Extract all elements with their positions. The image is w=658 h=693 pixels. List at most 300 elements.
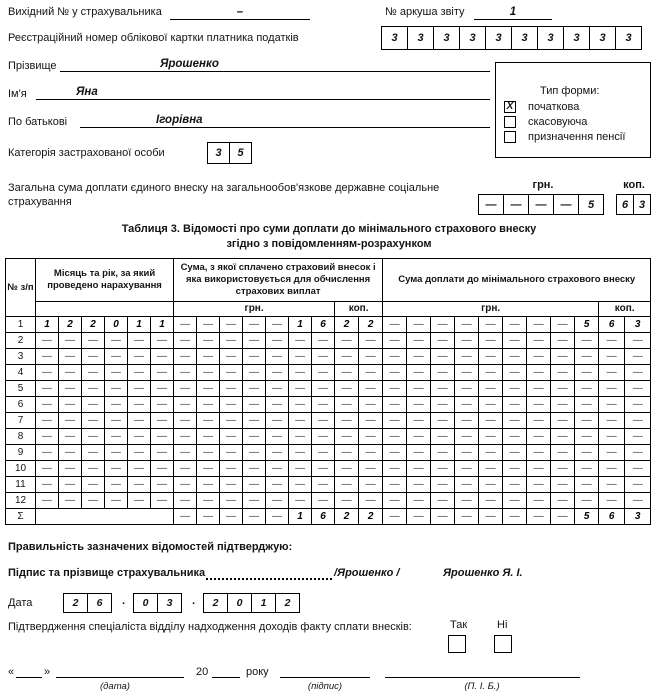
table-cell[interactable]: — xyxy=(335,445,359,461)
table-cell[interactable]: — xyxy=(151,381,174,397)
table-cell[interactable]: — xyxy=(82,397,105,413)
table-cell[interactable]: — xyxy=(359,333,383,349)
table-cell[interactable]: — xyxy=(220,461,243,477)
table-cell[interactable]: — xyxy=(36,413,59,429)
signature-dotted-line[interactable] xyxy=(206,567,332,580)
table-cell[interactable]: — xyxy=(431,493,455,509)
table-cell[interactable]: — xyxy=(455,317,479,333)
table-cell[interactable]: 6 xyxy=(312,317,335,333)
table-cell[interactable]: — xyxy=(174,365,197,381)
table-cell[interactable]: — xyxy=(455,461,479,477)
table-cell[interactable]: — xyxy=(359,349,383,365)
table-cell[interactable]: — xyxy=(220,317,243,333)
table-cell[interactable]: — xyxy=(479,397,503,413)
table-cell[interactable]: — xyxy=(289,477,312,493)
table-cell[interactable]: — xyxy=(407,429,431,445)
table-cell[interactable]: — xyxy=(128,445,151,461)
checkbox-cancel[interactable] xyxy=(504,116,516,128)
table-cell[interactable]: — xyxy=(527,381,551,397)
fullname-blank-line[interactable] xyxy=(385,666,580,678)
table-cell[interactable]: 1 xyxy=(289,317,312,333)
table-cell[interactable]: — xyxy=(479,461,503,477)
table-cell[interactable]: — xyxy=(527,317,551,333)
table-cell[interactable]: — xyxy=(174,397,197,413)
table-cell[interactable]: — xyxy=(82,477,105,493)
table-cell[interactable]: — xyxy=(431,461,455,477)
table-cell[interactable]: — xyxy=(575,413,599,429)
table-cell[interactable]: — xyxy=(36,445,59,461)
table-cell[interactable]: 6 xyxy=(599,509,625,525)
table-cell[interactable]: 1 xyxy=(289,509,312,525)
table-cell[interactable]: — xyxy=(266,365,289,381)
table-cell[interactable]: — xyxy=(197,349,220,365)
surname-field[interactable] xyxy=(60,58,490,72)
year-blank-line[interactable] xyxy=(212,666,240,678)
table-cell[interactable]: — xyxy=(266,397,289,413)
sign-blank-line[interactable] xyxy=(280,666,370,678)
table-cell[interactable]: — xyxy=(431,317,455,333)
table-cell[interactable]: — xyxy=(266,493,289,509)
table-cell[interactable]: — xyxy=(128,333,151,349)
table-cell[interactable]: — xyxy=(174,493,197,509)
table-cell[interactable]: — xyxy=(479,445,503,461)
table-cell[interactable]: — xyxy=(503,349,527,365)
table-cell[interactable]: — xyxy=(312,429,335,445)
table-cell[interactable]: — xyxy=(575,333,599,349)
table-cell[interactable]: — xyxy=(431,413,455,429)
table-cell[interactable]: — xyxy=(243,493,266,509)
table-cell[interactable]: — xyxy=(174,413,197,429)
table-cell[interactable]: — xyxy=(407,365,431,381)
table-cell[interactable]: — xyxy=(243,381,266,397)
table-cell[interactable]: — xyxy=(599,381,625,397)
table-cell[interactable]: — xyxy=(220,413,243,429)
table-cell[interactable]: — xyxy=(220,509,243,525)
table-cell[interactable]: — xyxy=(407,349,431,365)
table-cell[interactable]: — xyxy=(312,397,335,413)
table-cell[interactable]: — xyxy=(151,349,174,365)
table-cell[interactable]: — xyxy=(312,413,335,429)
firstname-field[interactable] xyxy=(36,86,490,100)
table-cell[interactable]: — xyxy=(82,445,105,461)
table-cell[interactable]: — xyxy=(128,381,151,397)
table-cell[interactable]: — xyxy=(266,477,289,493)
table-cell[interactable]: — xyxy=(174,477,197,493)
total-kop-boxes[interactable] xyxy=(616,194,651,215)
table-cell[interactable]: — xyxy=(36,365,59,381)
table-cell[interactable]: — xyxy=(59,349,82,365)
table-cell[interactable]: 2 xyxy=(359,509,383,525)
table-cell[interactable]: — xyxy=(335,381,359,397)
table-cell[interactable]: — xyxy=(383,509,407,525)
table-cell[interactable]: — xyxy=(383,333,407,349)
table-cell[interactable]: — xyxy=(383,493,407,509)
table-cell[interactable]: — xyxy=(59,333,82,349)
table-cell[interactable]: — xyxy=(455,397,479,413)
table-cell[interactable]: — xyxy=(243,509,266,525)
table-cell[interactable]: — xyxy=(36,349,59,365)
table-cell[interactable]: — xyxy=(151,333,174,349)
table-cell[interactable]: — xyxy=(527,365,551,381)
checkbox-no[interactable] xyxy=(494,635,512,653)
table-cell[interactable]: — xyxy=(128,429,151,445)
table-cell[interactable]: — xyxy=(105,429,128,445)
table-cell[interactable]: — xyxy=(625,413,651,429)
table-cell[interactable]: — xyxy=(575,349,599,365)
table-cell[interactable]: — xyxy=(575,477,599,493)
table-cell[interactable]: — xyxy=(197,365,220,381)
table-cell[interactable]: 1 xyxy=(151,317,174,333)
table-cell[interactable]: 0 xyxy=(105,317,128,333)
table-cell[interactable]: — xyxy=(551,397,575,413)
table-cell[interactable]: — xyxy=(383,317,407,333)
table-cell[interactable]: — xyxy=(312,349,335,365)
table-cell[interactable]: — xyxy=(289,381,312,397)
table-cell[interactable]: — xyxy=(407,493,431,509)
table-cell[interactable]: — xyxy=(220,477,243,493)
table-cell[interactable]: — xyxy=(335,333,359,349)
table-cell[interactable]: — xyxy=(455,333,479,349)
table-cell[interactable]: — xyxy=(407,445,431,461)
table-cell[interactable]: — xyxy=(527,509,551,525)
table-cell[interactable]: — xyxy=(359,429,383,445)
table-cell[interactable]: — xyxy=(625,349,651,365)
table-cell[interactable]: — xyxy=(243,333,266,349)
table-cell[interactable]: — xyxy=(479,493,503,509)
table-cell[interactable]: — xyxy=(174,349,197,365)
table-cell[interactable]: 2 xyxy=(82,317,105,333)
table-cell[interactable]: — xyxy=(383,445,407,461)
table-cell[interactable]: — xyxy=(128,397,151,413)
table-cell[interactable]: — xyxy=(128,477,151,493)
table-cell[interactable]: — xyxy=(479,381,503,397)
table-cell[interactable]: — xyxy=(575,397,599,413)
table-cell[interactable]: — xyxy=(266,317,289,333)
table-cell[interactable]: — xyxy=(575,381,599,397)
table-cell[interactable]: — xyxy=(82,333,105,349)
table-cell[interactable]: — xyxy=(625,493,651,509)
table-cell[interactable]: 6 xyxy=(312,509,335,525)
table-cell[interactable]: — xyxy=(527,333,551,349)
table-cell[interactable]: — xyxy=(407,317,431,333)
table-cell[interactable]: — xyxy=(551,461,575,477)
table-cell[interactable]: — xyxy=(575,493,599,509)
table-cell[interactable]: — xyxy=(197,477,220,493)
table-cell[interactable]: — xyxy=(243,349,266,365)
table-cell[interactable]: 1 xyxy=(128,317,151,333)
table-cell[interactable]: — xyxy=(551,493,575,509)
table-cell[interactable]: — xyxy=(625,477,651,493)
table-cell[interactable]: — xyxy=(59,381,82,397)
table-cell[interactable]: — xyxy=(82,365,105,381)
table-cell[interactable]: — xyxy=(455,445,479,461)
table-cell[interactable]: — xyxy=(551,413,575,429)
table-cell[interactable]: — xyxy=(312,445,335,461)
table-cell[interactable]: — xyxy=(36,381,59,397)
table-cell[interactable]: — xyxy=(289,349,312,365)
table-cell[interactable]: — xyxy=(197,509,220,525)
table-cell[interactable]: — xyxy=(128,365,151,381)
table-cell[interactable]: — xyxy=(625,461,651,477)
table-cell[interactable]: — xyxy=(359,461,383,477)
date-blank-line[interactable] xyxy=(56,666,184,678)
table-cell[interactable]: — xyxy=(197,397,220,413)
table-cell[interactable]: — xyxy=(455,349,479,365)
table-cell[interactable]: — xyxy=(359,397,383,413)
table-cell[interactable]: — xyxy=(551,317,575,333)
table-cell[interactable]: — xyxy=(197,413,220,429)
table-cell[interactable]: — xyxy=(105,493,128,509)
table-cell[interactable]: — xyxy=(197,461,220,477)
table-cell[interactable]: — xyxy=(312,365,335,381)
table-cell[interactable]: — xyxy=(431,381,455,397)
table-cell[interactable]: — xyxy=(551,349,575,365)
table-cell[interactable]: — xyxy=(599,477,625,493)
table-cell[interactable]: — xyxy=(503,381,527,397)
table-cell[interactable]: — xyxy=(527,397,551,413)
table-cell[interactable]: — xyxy=(455,365,479,381)
table-cell[interactable]: — xyxy=(455,413,479,429)
table-cell[interactable]: — xyxy=(407,509,431,525)
table-cell[interactable]: — xyxy=(527,429,551,445)
table-cell[interactable]: — xyxy=(503,365,527,381)
table-cell[interactable]: — xyxy=(359,413,383,429)
table-cell[interactable]: — xyxy=(407,381,431,397)
table-cell[interactable]: — xyxy=(174,429,197,445)
table-cell[interactable]: — xyxy=(36,477,59,493)
table-cell[interactable]: — xyxy=(479,317,503,333)
table-cell[interactable]: — xyxy=(36,429,59,445)
table-cell[interactable]: — xyxy=(59,445,82,461)
table-cell[interactable]: — xyxy=(266,429,289,445)
table-cell[interactable]: — xyxy=(599,333,625,349)
table-cell[interactable]: — xyxy=(479,509,503,525)
table-cell[interactable]: — xyxy=(335,477,359,493)
table-cell[interactable]: — xyxy=(551,509,575,525)
date-day-boxes[interactable] xyxy=(63,593,112,613)
table-cell[interactable]: — xyxy=(151,365,174,381)
table-cell[interactable]: — xyxy=(625,397,651,413)
checkbox-yes[interactable] xyxy=(448,635,466,653)
table-cell[interactable]: — xyxy=(266,413,289,429)
table-cell[interactable]: — xyxy=(105,397,128,413)
table-cell[interactable]: — xyxy=(243,445,266,461)
table-cell[interactable]: — xyxy=(82,461,105,477)
table-cell[interactable]: — xyxy=(359,365,383,381)
table-cell[interactable]: — xyxy=(335,349,359,365)
table-cell[interactable]: — xyxy=(59,477,82,493)
table-cell[interactable]: — xyxy=(431,445,455,461)
table-cell[interactable]: — xyxy=(383,349,407,365)
table-cell[interactable]: — xyxy=(431,429,455,445)
checkbox-pension[interactable] xyxy=(504,131,516,143)
table-cell[interactable]: — xyxy=(407,461,431,477)
table-cell[interactable]: — xyxy=(174,461,197,477)
table-cell[interactable]: — xyxy=(527,461,551,477)
table-cell[interactable]: 2 xyxy=(59,317,82,333)
table-cell[interactable]: — xyxy=(128,493,151,509)
table-cell[interactable]: — xyxy=(151,397,174,413)
table-cell[interactable]: — xyxy=(59,413,82,429)
table-cell[interactable]: — xyxy=(575,445,599,461)
sheet-number-field[interactable] xyxy=(474,6,552,20)
table-cell[interactable]: — xyxy=(551,333,575,349)
table-cell[interactable]: — xyxy=(479,349,503,365)
day-blank-line[interactable] xyxy=(16,666,42,678)
table-cell[interactable]: — xyxy=(527,493,551,509)
table-cell[interactable]: — xyxy=(36,461,59,477)
table-cell[interactable]: — xyxy=(82,493,105,509)
outgoing-number-field[interactable] xyxy=(170,6,310,20)
table-cell[interactable]: — xyxy=(197,317,220,333)
table-cell[interactable]: — xyxy=(243,397,266,413)
table-cell[interactable]: — xyxy=(197,429,220,445)
table-cell[interactable]: — xyxy=(599,413,625,429)
table-cell[interactable]: — xyxy=(312,333,335,349)
table-cell[interactable]: — xyxy=(128,413,151,429)
table-cell[interactable]: 2 xyxy=(335,317,359,333)
table-cell[interactable]: — xyxy=(151,461,174,477)
table-cell[interactable]: — xyxy=(407,333,431,349)
table-cell[interactable]: — xyxy=(82,349,105,365)
table-cell[interactable]: — xyxy=(383,365,407,381)
table-cell[interactable]: — xyxy=(455,509,479,525)
table-cell[interactable]: — xyxy=(431,349,455,365)
table-cell[interactable]: — xyxy=(599,397,625,413)
date-month-boxes[interactable] xyxy=(133,593,182,613)
table-cell[interactable]: — xyxy=(625,333,651,349)
table-cell[interactable]: — xyxy=(243,365,266,381)
table-cell[interactable]: — xyxy=(407,413,431,429)
table-cell[interactable]: — xyxy=(243,477,266,493)
table-cell[interactable]: — xyxy=(335,461,359,477)
table-cell[interactable]: — xyxy=(220,493,243,509)
table-cell[interactable]: — xyxy=(59,365,82,381)
table-cell[interactable]: — xyxy=(289,493,312,509)
table-cell[interactable]: — xyxy=(335,413,359,429)
table-cell[interactable]: — xyxy=(575,365,599,381)
table-cell[interactable]: — xyxy=(503,413,527,429)
table-cell[interactable]: — xyxy=(128,349,151,365)
table-cell[interactable]: — xyxy=(220,365,243,381)
table-cell[interactable]: — xyxy=(59,493,82,509)
table-cell[interactable]: — xyxy=(243,429,266,445)
table-cell[interactable]: — xyxy=(243,413,266,429)
total-hrn-boxes[interactable] xyxy=(478,194,604,215)
table-cell[interactable]: — xyxy=(105,381,128,397)
table-cell[interactable]: — xyxy=(431,509,455,525)
table-cell[interactable]: — xyxy=(527,477,551,493)
table-cell[interactable]: 6 xyxy=(599,317,625,333)
table-cell[interactable]: — xyxy=(36,397,59,413)
table-cell[interactable]: — xyxy=(625,445,651,461)
table-cell[interactable]: — xyxy=(59,429,82,445)
table-cell[interactable]: — xyxy=(151,445,174,461)
table-cell[interactable]: — xyxy=(503,397,527,413)
table-cell[interactable]: — xyxy=(503,317,527,333)
table-cell[interactable]: — xyxy=(503,333,527,349)
table-cell[interactable]: — xyxy=(59,461,82,477)
table-cell[interactable]: — xyxy=(359,381,383,397)
table-cell[interactable]: — xyxy=(174,381,197,397)
table-cell[interactable]: — xyxy=(431,397,455,413)
table-cell[interactable]: — xyxy=(266,445,289,461)
table-cell[interactable]: — xyxy=(455,493,479,509)
table-cell[interactable]: — xyxy=(82,413,105,429)
table-cell[interactable]: 3 xyxy=(625,317,651,333)
table-cell[interactable]: — xyxy=(551,477,575,493)
table-cell[interactable]: — xyxy=(335,365,359,381)
table-cell[interactable]: 2 xyxy=(359,317,383,333)
table-cell[interactable]: — xyxy=(289,445,312,461)
checkbox-initial[interactable]: X xyxy=(504,101,516,113)
table-cell[interactable]: — xyxy=(289,333,312,349)
table-cell[interactable]: 3 xyxy=(625,509,651,525)
table-cell[interactable]: — xyxy=(105,349,128,365)
table-cell[interactable]: — xyxy=(289,429,312,445)
table-cell[interactable]: — xyxy=(625,365,651,381)
table-cell[interactable]: — xyxy=(289,397,312,413)
table-cell[interactable]: — xyxy=(174,317,197,333)
table-cell[interactable]: — xyxy=(151,429,174,445)
table-cell[interactable]: — xyxy=(551,365,575,381)
table-cell[interactable]: — xyxy=(220,381,243,397)
table-cell[interactable]: — xyxy=(266,349,289,365)
tax-number-boxes[interactable] xyxy=(381,26,642,50)
table-cell[interactable]: — xyxy=(527,413,551,429)
table-cell[interactable]: — xyxy=(455,477,479,493)
table-cell[interactable]: — xyxy=(335,397,359,413)
table-cell[interactable]: — xyxy=(151,477,174,493)
table-cell[interactable]: — xyxy=(503,493,527,509)
table-cell[interactable]: — xyxy=(527,445,551,461)
table-cell[interactable]: — xyxy=(625,381,651,397)
table-cell[interactable]: — xyxy=(455,429,479,445)
table-cell[interactable]: — xyxy=(312,477,335,493)
table-cell[interactable]: 5 xyxy=(575,317,599,333)
table-cell[interactable]: — xyxy=(174,509,197,525)
table-cell[interactable]: — xyxy=(625,429,651,445)
table-cell[interactable]: — xyxy=(599,461,625,477)
table-cell[interactable]: — xyxy=(197,333,220,349)
table-cell[interactable]: — xyxy=(383,461,407,477)
table-cell[interactable]: — xyxy=(431,333,455,349)
table-cell[interactable]: — xyxy=(289,461,312,477)
table-cell[interactable]: — xyxy=(105,461,128,477)
table-cell[interactable]: — xyxy=(105,413,128,429)
table-cell[interactable]: — xyxy=(599,365,625,381)
table-cell[interactable]: — xyxy=(431,365,455,381)
table-cell[interactable]: — xyxy=(197,493,220,509)
table-cell[interactable]: — xyxy=(220,397,243,413)
table-cell[interactable]: — xyxy=(82,429,105,445)
table-cell[interactable]: — xyxy=(407,477,431,493)
table-cell[interactable]: — xyxy=(82,381,105,397)
table-cell[interactable]: — xyxy=(599,349,625,365)
table-cell[interactable]: — xyxy=(335,493,359,509)
table-cell[interactable]: — xyxy=(105,333,128,349)
table-cell[interactable]: — xyxy=(503,477,527,493)
table-cell[interactable]: — xyxy=(105,445,128,461)
table-cell[interactable]: — xyxy=(599,429,625,445)
table-cell[interactable]: — xyxy=(243,317,266,333)
table-cell[interactable]: 5 xyxy=(575,509,599,525)
table-cell[interactable]: — xyxy=(289,413,312,429)
table-cell[interactable]: 2 xyxy=(335,509,359,525)
table-cell[interactable]: — xyxy=(551,445,575,461)
table-cell[interactable]: — xyxy=(220,445,243,461)
table-cell[interactable]: — xyxy=(599,493,625,509)
